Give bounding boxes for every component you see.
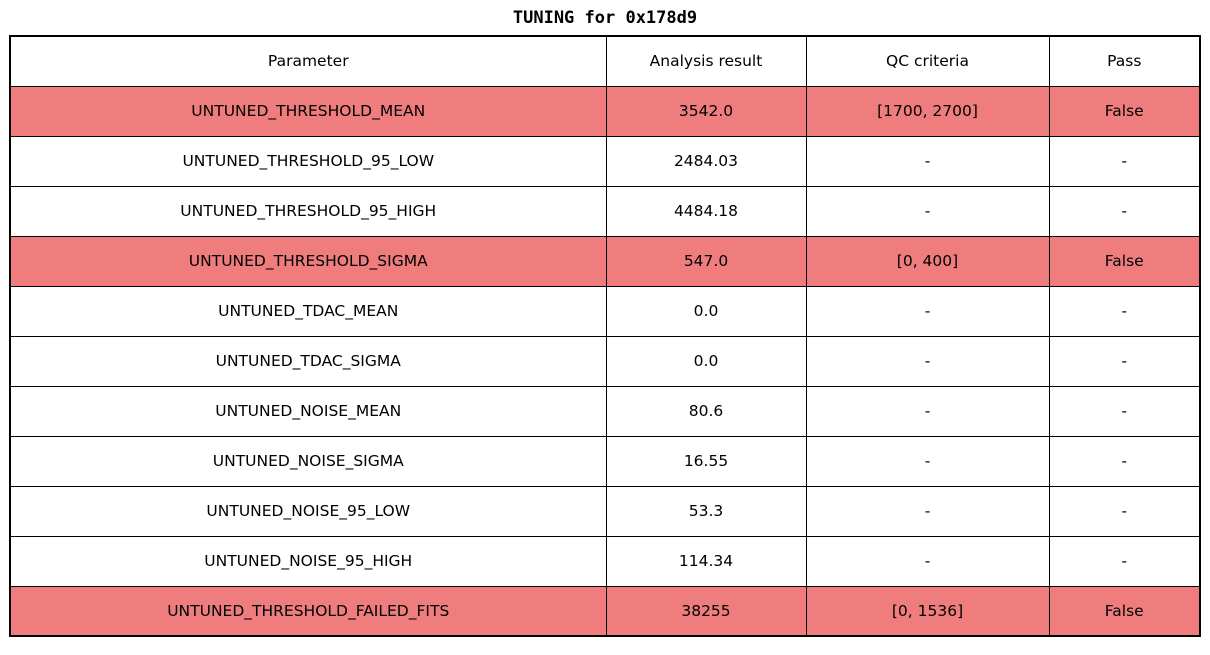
table-row: [10, 336, 1200, 386]
cell-analysis-result: 2484.03: [606, 136, 806, 186]
cell-parameter: UNTUNED_NOISE_95_HIGH: [10, 536, 606, 586]
cell-analysis-result: 0.0: [606, 336, 806, 386]
cell-pass: False: [1049, 86, 1200, 136]
table-row: [10, 286, 1200, 336]
cell-pass: -: [1049, 536, 1200, 586]
cell-parameter: UNTUNED_THRESHOLD_SIGMA: [10, 236, 606, 286]
cell-pass: False: [1049, 586, 1200, 636]
cell-parameter: UNTUNED_THRESHOLD_95_LOW: [10, 136, 606, 186]
cell-pass: -: [1049, 186, 1200, 236]
table-row: [10, 236, 1200, 286]
cell-pass: -: [1049, 386, 1200, 436]
table-row: [10, 386, 1200, 436]
cell-analysis-result: 38255: [606, 586, 806, 636]
cell-parameter: UNTUNED_THRESHOLD_MEAN: [10, 86, 606, 136]
cell-analysis-result: 80.6: [606, 386, 806, 436]
cell-pass: -: [1049, 286, 1200, 336]
cell-qc-criteria: [0, 400]: [806, 236, 1049, 286]
cell-analysis-result: 3542.0: [606, 86, 806, 136]
cell-analysis-result: 4484.18: [606, 186, 806, 236]
cell-qc-criteria: [0, 1536]: [806, 586, 1049, 636]
table-container: [0, 35, 1210, 637]
table-header-row: [10, 36, 1200, 86]
cell-analysis-result: 53.3: [606, 486, 806, 536]
table-header: [10, 36, 1200, 86]
column-header-parameter: Parameter: [10, 36, 606, 86]
cell-analysis-result: 16.55: [606, 436, 806, 486]
cell-parameter: UNTUNED_TDAC_MEAN: [10, 286, 606, 336]
cell-analysis-result: 114.34: [606, 536, 806, 586]
table-row: [10, 486, 1200, 536]
cell-pass: -: [1049, 486, 1200, 536]
cell-qc-criteria: [1700, 2700]: [806, 86, 1049, 136]
qc-results-table: [9, 35, 1201, 637]
cell-qc-criteria: -: [806, 486, 1049, 536]
cell-pass: False: [1049, 236, 1200, 286]
cell-qc-criteria: -: [806, 536, 1049, 586]
table-row: [10, 86, 1200, 136]
cell-qc-criteria: -: [806, 336, 1049, 386]
page-title: TUNING for 0x178d9: [512, 8, 698, 28]
cell-analysis-result: 0.0: [606, 286, 806, 336]
column-header-pass: Pass: [1049, 36, 1200, 86]
cell-qc-criteria: -: [806, 186, 1049, 236]
table-row: [10, 586, 1200, 636]
table-row: [10, 136, 1200, 186]
cell-qc-criteria: -: [806, 136, 1049, 186]
cell-parameter: UNTUNED_NOISE_SIGMA: [10, 436, 606, 486]
cell-analysis-result: 547.0: [606, 236, 806, 286]
cell-pass: -: [1049, 136, 1200, 186]
cell-parameter: UNTUNED_NOISE_95_LOW: [10, 486, 606, 536]
cell-qc-criteria: -: [806, 436, 1049, 486]
cell-qc-criteria: -: [806, 286, 1049, 336]
column-header-analysis-result: Analysis result: [606, 36, 806, 86]
cell-parameter: UNTUNED_THRESHOLD_FAILED_FITS: [10, 586, 606, 636]
table-row: [10, 186, 1200, 236]
column-header-qc-criteria: QC criteria: [806, 36, 1049, 86]
table-row: [10, 536, 1200, 586]
cell-pass: -: [1049, 336, 1200, 386]
cell-pass: -: [1049, 436, 1200, 486]
cell-parameter: UNTUNED_NOISE_MEAN: [10, 386, 606, 436]
cell-parameter: UNTUNED_THRESHOLD_95_HIGH: [10, 186, 606, 236]
cell-parameter: UNTUNED_TDAC_SIGMA: [10, 336, 606, 386]
table-row: [10, 436, 1200, 486]
table-body: [10, 86, 1200, 636]
cell-qc-criteria: -: [806, 386, 1049, 436]
